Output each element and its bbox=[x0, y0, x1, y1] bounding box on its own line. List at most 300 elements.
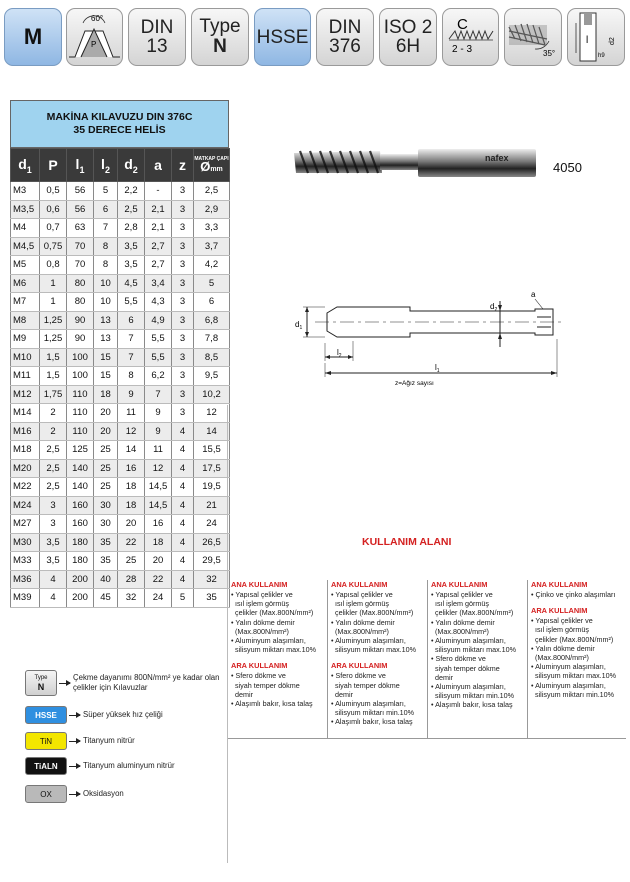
badge-din376-line1: DIN bbox=[328, 17, 362, 38]
table-cell: 1,75 bbox=[40, 385, 67, 404]
usage-item: silisyum miktarı max.10% bbox=[531, 671, 617, 681]
usage-item: • Yalın dökme demir bbox=[331, 617, 395, 627]
table-cell: 7,8 bbox=[194, 330, 230, 349]
table-cell: 10 bbox=[94, 274, 118, 293]
usage-item: (Max.800N/mm²) bbox=[331, 626, 389, 636]
table-cell: 200 bbox=[67, 589, 94, 608]
usage-item: çelikler (Max.800N/mm²) bbox=[531, 634, 614, 644]
usage-item: ısıl işlem görmüş bbox=[431, 599, 489, 609]
usage-item: • Aluminyum alaşımları, bbox=[331, 636, 406, 646]
usage-item: • Yapısal çelikler ve bbox=[431, 590, 493, 599]
table-cell: 3,5 bbox=[118, 237, 145, 256]
usage-item: • Yapısal çelikler ve bbox=[531, 616, 593, 626]
col-header-d1: $d_1$ bbox=[11, 149, 40, 182]
legend-ox-badge bbox=[25, 785, 67, 803]
table-cell: 2,9 bbox=[194, 200, 230, 219]
table-cell: 56 bbox=[67, 200, 94, 219]
usage-item: • Sfero dökme ve bbox=[431, 654, 486, 664]
badge-hsse-label: HSSE bbox=[256, 26, 309, 48]
table-cell: M5 bbox=[11, 256, 40, 275]
table-cell: 3 bbox=[172, 348, 194, 367]
table-cell: 5 bbox=[194, 274, 230, 293]
table-cell: 2,7 bbox=[145, 256, 172, 275]
table-cell: 15 bbox=[94, 367, 118, 386]
usage-heading: ARA KULLANIM bbox=[331, 661, 388, 671]
table-cell: 4,9 bbox=[145, 311, 172, 330]
usage-item: silisyum miktarı min.10% bbox=[531, 689, 615, 699]
table-cell: M4 bbox=[11, 219, 40, 238]
technical-drawing bbox=[285, 283, 575, 393]
usage-item: • Aluminyum alaşımları, bbox=[431, 636, 506, 646]
usage-item: • Yalın dökme demir bbox=[231, 617, 295, 627]
table-row bbox=[11, 311, 230, 330]
usage-grid bbox=[228, 580, 626, 740]
badge-din13-label: DIN 13 bbox=[140, 17, 174, 57]
table-cell: 8 bbox=[94, 256, 118, 275]
badge-chamfer bbox=[442, 8, 499, 66]
table-cell: 35 bbox=[94, 533, 118, 552]
table-row bbox=[11, 200, 230, 219]
usage-item: • Sfero dökme ve bbox=[231, 671, 286, 681]
col-header-l2: $l_2$ bbox=[94, 149, 118, 182]
table-cell: 35 bbox=[94, 552, 118, 571]
usage-item: ısıl işlem görmüş bbox=[331, 599, 389, 609]
helix-icon bbox=[505, 9, 561, 65]
table-cell: 25 bbox=[118, 552, 145, 571]
table-cell: 16 bbox=[118, 459, 145, 478]
badge-hsse bbox=[254, 8, 311, 66]
col-header-a: a bbox=[145, 149, 172, 182]
table-cell: 160 bbox=[67, 515, 94, 534]
usage-column bbox=[231, 580, 329, 708]
table-cell: M3,5 bbox=[11, 200, 40, 219]
table-cell: 5 bbox=[94, 182, 118, 201]
usage-item: demir bbox=[331, 689, 353, 699]
drawing-d2-label: $d_2$ bbox=[490, 302, 498, 313]
table-cell: 56 bbox=[67, 182, 94, 201]
badge-thread-profile bbox=[66, 8, 123, 66]
table-cell: 4 bbox=[40, 589, 67, 608]
legend-tialn-badge bbox=[25, 757, 67, 775]
table-cell: 3 bbox=[172, 293, 194, 312]
table-cell: 3 bbox=[172, 385, 194, 404]
table-cell: 4 bbox=[172, 496, 194, 515]
legend-arrow bbox=[69, 766, 80, 767]
usage-item: • Alaşımlı bakır, kısa talaş bbox=[331, 717, 413, 727]
product-code: 4050 bbox=[553, 160, 582, 175]
table-cell: 1,25 bbox=[40, 330, 67, 349]
table-cell: 70 bbox=[67, 237, 94, 256]
table-row bbox=[11, 459, 230, 478]
usage-item: • Yalın dökme demir bbox=[431, 617, 495, 627]
table-cell: 160 bbox=[67, 496, 94, 515]
badge-helix bbox=[504, 8, 562, 66]
table-cell: 3 bbox=[172, 200, 194, 219]
table-title-line1: MAKİNA KILAVUZU DIN 376C bbox=[46, 111, 193, 123]
table-row bbox=[11, 367, 230, 386]
helix-angle-label: 35° bbox=[543, 49, 556, 58]
table-cell: 29,5 bbox=[194, 552, 230, 571]
table-row bbox=[11, 515, 230, 534]
table-cell: M14 bbox=[11, 404, 40, 423]
table-cell: 4 bbox=[172, 515, 194, 534]
drawing-a-label: a bbox=[531, 290, 536, 299]
table-cell: M4,5 bbox=[11, 237, 40, 256]
table-cell: 1,5 bbox=[40, 348, 67, 367]
legend-ox-label: OX bbox=[40, 789, 52, 799]
table-cell: 11 bbox=[118, 404, 145, 423]
table-cell: M12 bbox=[11, 385, 40, 404]
thread-angle-label: 60° bbox=[91, 14, 104, 23]
usage-item: ısıl işlem görmüş bbox=[531, 625, 589, 635]
table-cell: 4 bbox=[172, 570, 194, 589]
table-cell: 17,5 bbox=[194, 459, 230, 478]
table-cell: 10 bbox=[94, 293, 118, 312]
col-header-d2: $d_2$ bbox=[118, 149, 145, 182]
table-cell: 4 bbox=[172, 552, 194, 571]
table-cell: 1,5 bbox=[40, 367, 67, 386]
table-cell: M9 bbox=[11, 330, 40, 349]
usage-item: • Aluminyum alaşımları, bbox=[431, 682, 506, 692]
table-cell: 13 bbox=[94, 311, 118, 330]
table-cell: 2,5 bbox=[40, 441, 67, 460]
table-cell: 15,5 bbox=[194, 441, 230, 460]
table-cell: M6 bbox=[11, 274, 40, 293]
table-cell: 3,5 bbox=[118, 256, 145, 275]
legend-tin-badge bbox=[25, 732, 67, 750]
table-cell: 140 bbox=[67, 478, 94, 497]
badge-iso bbox=[379, 8, 437, 66]
table-cell: 2,7 bbox=[145, 237, 172, 256]
usage-item: silisyum miktarı min.10% bbox=[331, 708, 415, 718]
table-cell: 3 bbox=[172, 256, 194, 275]
table-cell: 2,1 bbox=[145, 200, 172, 219]
usage-item: çelikler (Max.800N/mm²) bbox=[331, 608, 414, 618]
drawing-l2-label: $l_2$ bbox=[337, 348, 342, 359]
table-row bbox=[11, 422, 230, 441]
table-cell: 2,5 bbox=[40, 478, 67, 497]
usage-item: silisyum miktarı min.10% bbox=[431, 691, 515, 701]
table-cell: M33 bbox=[11, 552, 40, 571]
chamfer-icon bbox=[443, 9, 498, 65]
table-cell: 0,75 bbox=[40, 237, 67, 256]
usage-item: (Max.800N/mm²) bbox=[431, 626, 489, 636]
drill-header-top: MATKAP ÇAPI bbox=[194, 156, 229, 162]
table-cell: 7 bbox=[118, 330, 145, 349]
spec-data-table bbox=[10, 148, 230, 608]
table-cell: 4,5 bbox=[118, 274, 145, 293]
table-cell: 26,5 bbox=[194, 533, 230, 552]
table-cell: 3 bbox=[172, 219, 194, 238]
table-cell: 25 bbox=[94, 459, 118, 478]
table-cell: 12 bbox=[145, 459, 172, 478]
legend-hsse-badge bbox=[25, 706, 67, 724]
table-row bbox=[11, 256, 230, 275]
table-cell: 2 bbox=[40, 404, 67, 423]
table-cell: 30 bbox=[94, 496, 118, 515]
table-title bbox=[10, 100, 229, 148]
table-cell: 20 bbox=[94, 404, 118, 423]
table-cell: 13 bbox=[94, 330, 118, 349]
usage-item: siyah temper dökme bbox=[431, 663, 500, 673]
table-cell: 24 bbox=[194, 515, 230, 534]
table-cell: 32 bbox=[194, 570, 230, 589]
table-cell: 3,4 bbox=[145, 274, 172, 293]
table-cell: 2,8 bbox=[118, 219, 145, 238]
table-row bbox=[11, 496, 230, 515]
table-cell: 25 bbox=[94, 478, 118, 497]
table-cell: M11 bbox=[11, 367, 40, 386]
table-row bbox=[11, 441, 230, 460]
table-cell: 7 bbox=[118, 348, 145, 367]
legend-arrow bbox=[59, 683, 70, 684]
table-cell: 9 bbox=[145, 404, 172, 423]
table-cell: 4,2 bbox=[194, 256, 230, 275]
table-cell: 200 bbox=[67, 570, 94, 589]
chamfer-letter: C bbox=[457, 16, 468, 33]
table-cell: 4 bbox=[172, 478, 194, 497]
shank-tol-label: h9 bbox=[598, 53, 605, 59]
table-cell: 0,8 bbox=[40, 256, 67, 275]
table-cell: M16 bbox=[11, 422, 40, 441]
table-row bbox=[11, 385, 230, 404]
shank-label: l bbox=[586, 35, 589, 46]
table-cell: M27 bbox=[11, 515, 40, 534]
col-header-p: P bbox=[40, 149, 67, 182]
drawing-l1-label: $l_1$ bbox=[435, 363, 440, 374]
table-cell: 3 bbox=[172, 330, 194, 349]
table-cell: 100 bbox=[67, 367, 94, 386]
table-row bbox=[11, 589, 230, 608]
table-cell: 32 bbox=[118, 589, 145, 608]
table-cell: 4,3 bbox=[145, 293, 172, 312]
usage-item: • Aluminyum alaşımları, bbox=[231, 636, 306, 646]
usage-item: • Yalın dökme demir bbox=[531, 643, 595, 653]
table-cell: 180 bbox=[67, 533, 94, 552]
table-cell: 14,5 bbox=[145, 478, 172, 497]
usage-item: (Max.800N/mm²) bbox=[531, 653, 589, 663]
table-cell: M22 bbox=[11, 478, 40, 497]
table-cell: M24 bbox=[11, 496, 40, 515]
table-cell: 14 bbox=[194, 422, 230, 441]
legend-tialn-text: Titanyum aluminyum nitrür bbox=[83, 761, 175, 770]
table-row bbox=[11, 237, 230, 256]
table-cell: 14,5 bbox=[145, 496, 172, 515]
table-cell: 3 bbox=[172, 404, 194, 423]
table-cell: 22 bbox=[145, 570, 172, 589]
legend-tin-text: Titanyum nitrür bbox=[83, 736, 135, 745]
badge-din13 bbox=[128, 8, 186, 66]
table-cell: 6,8 bbox=[194, 311, 230, 330]
brand-mark: nafex bbox=[485, 153, 509, 163]
badge-type-value: N bbox=[213, 36, 227, 57]
legend-type-bottom: N bbox=[37, 682, 45, 692]
table-cell: 5 bbox=[172, 589, 194, 608]
col-header-z: z bbox=[172, 149, 194, 182]
usage-item: • Yapısal çelikler ve bbox=[231, 590, 293, 599]
usage-heading: ARA KULLANIM bbox=[231, 661, 288, 671]
table-cell: M7 bbox=[11, 293, 40, 312]
table-cell: 8 bbox=[94, 237, 118, 256]
table-cell: 1 bbox=[40, 274, 67, 293]
usage-item: ısıl işlem görmüş bbox=[231, 599, 289, 609]
table-cell: 18 bbox=[118, 478, 145, 497]
usage-item: demir bbox=[231, 689, 253, 699]
usage-column bbox=[531, 580, 629, 699]
table-cell: 5,5 bbox=[145, 330, 172, 349]
table-cell: 63 bbox=[67, 219, 94, 238]
table-cell: 1,25 bbox=[40, 311, 67, 330]
table-cell: 22 bbox=[118, 533, 145, 552]
table-cell: 2 bbox=[40, 422, 67, 441]
table-cell: 45 bbox=[94, 589, 118, 608]
table-cell: 12 bbox=[118, 422, 145, 441]
table-cell: 110 bbox=[67, 385, 94, 404]
usage-item: çelikler (Max.800N/mm²) bbox=[431, 608, 514, 618]
table-cell: 11 bbox=[145, 441, 172, 460]
table-cell: 3 bbox=[172, 182, 194, 201]
table-row bbox=[11, 404, 230, 423]
table-cell: 80 bbox=[67, 293, 94, 312]
table-cell: 110 bbox=[67, 422, 94, 441]
badge-iso-line1: ISO 2 bbox=[383, 17, 433, 38]
table-cell: 4 bbox=[172, 533, 194, 552]
table-cell: 15 bbox=[94, 348, 118, 367]
table-row bbox=[11, 293, 230, 312]
table-cell: 8,5 bbox=[194, 348, 230, 367]
table-cell: 14 bbox=[118, 441, 145, 460]
table-cell: 0,5 bbox=[40, 182, 67, 201]
table-cell: M18 bbox=[11, 441, 40, 460]
usage-item: çelikler (Max.800N/mm²) bbox=[231, 608, 314, 618]
table-cell: 2,2 bbox=[118, 182, 145, 201]
table-cell: 3,5 bbox=[40, 533, 67, 552]
table-row bbox=[11, 570, 230, 589]
thread-profile-icon bbox=[67, 9, 122, 65]
table-cell: 24 bbox=[145, 589, 172, 608]
legend-hsse-label: HSSE bbox=[35, 710, 57, 720]
usage-item: • Aluminyum alaşımları, bbox=[531, 662, 606, 672]
table-cell: 18 bbox=[118, 496, 145, 515]
usage-item: • Alaşımlı bakır, kısa talaş bbox=[231, 699, 313, 709]
table-cell: M36 bbox=[11, 570, 40, 589]
col-header-drill bbox=[194, 149, 230, 182]
usage-heading: ANA KULLANIM bbox=[331, 580, 388, 589]
spec-table bbox=[10, 100, 229, 608]
table-body bbox=[11, 182, 230, 608]
table-row bbox=[11, 552, 230, 571]
usage-heading: ANA KULLANIM bbox=[531, 580, 588, 589]
usage-item: • Yapısal çelikler ve bbox=[331, 590, 393, 599]
table-cell: 18 bbox=[94, 385, 118, 404]
table-cell: 7 bbox=[145, 385, 172, 404]
table-cell: 2,5 bbox=[118, 200, 145, 219]
table-cell: 25 bbox=[94, 441, 118, 460]
usage-column bbox=[431, 580, 529, 710]
table-cell: 80 bbox=[67, 274, 94, 293]
table-cell: 4 bbox=[172, 422, 194, 441]
usage-heading: ANA KULLANIM bbox=[231, 580, 288, 589]
badge-shank bbox=[567, 8, 625, 66]
usage-item: siyah temper dökme bbox=[331, 680, 400, 690]
table-cell: 16 bbox=[145, 515, 172, 534]
table-cell: 2,5 bbox=[194, 182, 230, 201]
table-cell: 3 bbox=[172, 237, 194, 256]
table-row bbox=[11, 533, 230, 552]
table-cell: 9 bbox=[118, 385, 145, 404]
usage-item: • Alaşımlı bakır, kısa talaş bbox=[431, 700, 513, 710]
table-cell: 0,7 bbox=[40, 219, 67, 238]
usage-bottom-rule bbox=[228, 738, 626, 739]
drawing-z-note: z=Ağız sayısı bbox=[395, 380, 434, 387]
usage-column bbox=[331, 580, 429, 727]
table-cell: 110 bbox=[67, 404, 94, 423]
table-cell: 5,5 bbox=[145, 348, 172, 367]
property-badges bbox=[4, 8, 626, 68]
table-cell: 2,1 bbox=[145, 219, 172, 238]
table-cell: 4 bbox=[172, 459, 194, 478]
table-cell: 9,5 bbox=[194, 367, 230, 386]
legend-arrow bbox=[69, 794, 80, 795]
table-cell: 20 bbox=[145, 552, 172, 571]
table-row bbox=[11, 478, 230, 497]
table-cell: 19,5 bbox=[194, 478, 230, 497]
table-cell: 20 bbox=[94, 422, 118, 441]
table-cell: 4 bbox=[40, 570, 67, 589]
table-cell: 2,5 bbox=[40, 459, 67, 478]
table-cell: M39 bbox=[11, 589, 40, 608]
table-cell: 3,7 bbox=[194, 237, 230, 256]
usage-heading: ANA KULLANIM bbox=[431, 580, 488, 589]
table-cell: 6 bbox=[194, 293, 230, 312]
table-cell: M20 bbox=[11, 459, 40, 478]
usage-heading: ARA KULLANIM bbox=[531, 606, 588, 616]
table-cell: 3 bbox=[172, 367, 194, 386]
legend-tialn-label: TiALN bbox=[34, 761, 58, 771]
table-row bbox=[11, 219, 230, 238]
table-cell: 1 bbox=[40, 293, 67, 312]
table-cell: 10,2 bbox=[194, 385, 230, 404]
legend-type-n-badge bbox=[25, 670, 57, 696]
legend-arrow bbox=[69, 715, 80, 716]
table-cell: 12 bbox=[194, 404, 230, 423]
usage-item: siyah temper dökme bbox=[231, 680, 300, 690]
table-cell: M3 bbox=[11, 182, 40, 201]
table-cell: 21 bbox=[194, 496, 230, 515]
table-cell: - bbox=[145, 182, 172, 201]
shank-icon bbox=[568, 9, 624, 65]
table-cell: 6 bbox=[118, 311, 145, 330]
table-title-line2: 35 DERECE HELİS bbox=[73, 124, 166, 136]
table-cell: 100 bbox=[67, 348, 94, 367]
usage-title: KULLANIM ALANI bbox=[362, 536, 452, 548]
shank-d-label: d2 bbox=[609, 37, 616, 45]
table-cell: 40 bbox=[94, 570, 118, 589]
badge-type-label: Type bbox=[199, 16, 241, 37]
usage-item: • Sfero dökme ve bbox=[331, 671, 386, 681]
usage-item: (Max.800N/mm²) bbox=[231, 626, 289, 636]
legend-hsse-text: Süper yüksek hız çeliği bbox=[83, 710, 163, 719]
table-cell: M10 bbox=[11, 348, 40, 367]
table-cell: 90 bbox=[67, 330, 94, 349]
usage-item: silisyum miktarı max.10% bbox=[331, 645, 417, 655]
legend-ox-text: Oksidasyon bbox=[83, 789, 124, 798]
thread-p-label: P bbox=[91, 40, 97, 49]
table-cell: 0,6 bbox=[40, 200, 67, 219]
table-cell: 90 bbox=[67, 311, 94, 330]
tap-product-image bbox=[290, 135, 540, 195]
table-cell: 6,2 bbox=[145, 367, 172, 386]
